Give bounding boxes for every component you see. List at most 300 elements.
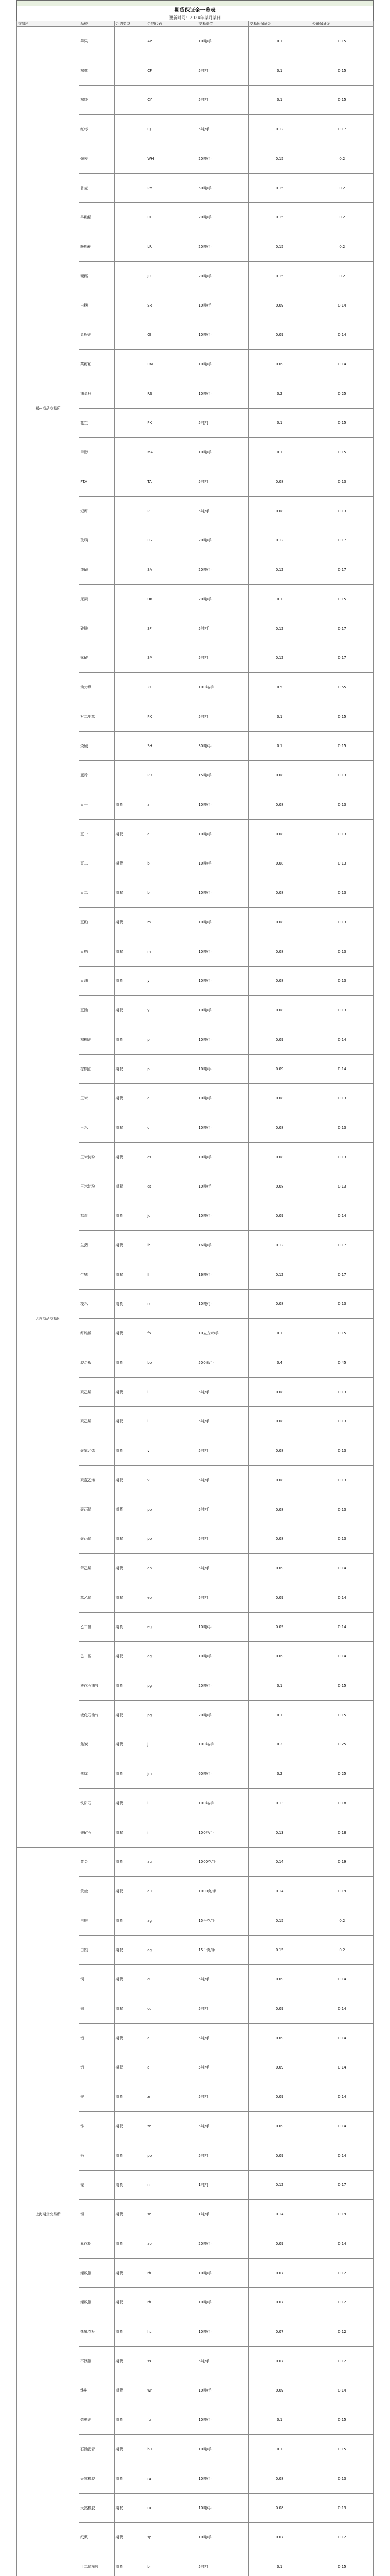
header-product: 品种 bbox=[79, 21, 114, 27]
trade-unit-cell: 10吨/手 bbox=[197, 878, 248, 908]
trade-unit-cell: 1000克/手 bbox=[197, 1848, 248, 1877]
exchange-margin-cell: 0.08 bbox=[248, 761, 311, 790]
trade-unit-cell: 5吨/手 bbox=[197, 2347, 248, 2376]
exchange-margin-cell: 0.15 bbox=[248, 1936, 311, 1965]
trade-unit-cell: 5吨/手 bbox=[197, 56, 248, 86]
contract-code-cell: a bbox=[146, 820, 197, 849]
product-cell: 玉米淀粉 bbox=[79, 1143, 114, 1172]
company-margin-cell: 0.2 bbox=[311, 262, 373, 291]
trade-unit-cell: 10吨/手 bbox=[197, 2405, 248, 2435]
contract-code-cell: eg bbox=[146, 1613, 197, 1642]
trade-unit-cell: 5吨/手 bbox=[197, 1466, 248, 1495]
contract-code-cell: pb bbox=[146, 2141, 197, 2171]
company-margin-cell: 0.14 bbox=[311, 2112, 373, 2141]
exchange-margin-cell: 0.1 bbox=[248, 56, 311, 86]
exchange-margin-cell: 0.15 bbox=[248, 144, 311, 174]
company-margin-cell: 0.12 bbox=[311, 2347, 373, 2376]
trade-unit-cell: 5吨/手 bbox=[197, 1994, 248, 2024]
company-margin-cell: 0.2 bbox=[311, 232, 373, 262]
trade-unit-cell: 5吨/手 bbox=[197, 614, 248, 643]
company-margin-cell: 0.13 bbox=[311, 1524, 373, 1554]
company-margin-cell: 0.14 bbox=[311, 2082, 373, 2112]
contract-code-cell: b bbox=[146, 849, 197, 878]
product-cell: 铜 bbox=[79, 1965, 114, 1994]
company-margin-cell: 0.12 bbox=[311, 2317, 373, 2347]
exchange-margin-cell: 0.4 bbox=[248, 1348, 311, 1378]
contract-type-cell bbox=[114, 732, 146, 761]
company-margin-cell: 0.14 bbox=[311, 1201, 373, 1231]
product-cell: 纸浆 bbox=[79, 2523, 114, 2552]
company-margin-cell: 0.13 bbox=[311, 908, 373, 937]
trade-unit-cell: 20吨/手 bbox=[197, 2229, 248, 2259]
company-margin-cell: 0.14 bbox=[311, 320, 373, 350]
contract-code-cell: pp bbox=[146, 1495, 197, 1524]
company-margin-cell: 0.17 bbox=[311, 2171, 373, 2200]
contract-type-cell: 期权 bbox=[114, 1936, 146, 1965]
contract-code-cell: au bbox=[146, 1877, 197, 1906]
exchange-margin-cell: 0.09 bbox=[248, 2141, 311, 2171]
contract-type-cell: 期货 bbox=[114, 2024, 146, 2053]
trade-unit-cell: 10吨/手 bbox=[197, 1143, 248, 1172]
contract-code-cell: RM bbox=[146, 350, 197, 379]
contract-code-cell: PK bbox=[146, 409, 197, 438]
contract-type-cell: 期货 bbox=[114, 1906, 146, 1936]
exchange-margin-cell: 0.09 bbox=[248, 2053, 311, 2082]
header-unit: 交易单位 bbox=[197, 21, 248, 27]
company-margin-cell: 0.12 bbox=[311, 2288, 373, 2317]
contract-code-cell: rb bbox=[146, 2259, 197, 2288]
exchange-margin-cell: 0.07 bbox=[248, 2259, 311, 2288]
exchange-margin-cell: 0.09 bbox=[248, 1055, 311, 1084]
company-margin-cell: 0.25 bbox=[311, 1759, 373, 1789]
contract-type-cell: 期货 bbox=[114, 2523, 146, 2552]
trade-unit-cell: 10吨/手 bbox=[197, 820, 248, 849]
product-cell: 聚氯乙烯 bbox=[79, 1436, 114, 1466]
exchange-margin-cell: 0.13 bbox=[248, 1818, 311, 1848]
trade-unit-cell: 20吨/手 bbox=[197, 526, 248, 555]
header-exchange-margin: 交易所保证金 bbox=[248, 21, 311, 27]
contract-code-cell: sn bbox=[146, 2200, 197, 2229]
contract-type-cell: 期货 bbox=[114, 1613, 146, 1642]
contract-type-cell bbox=[114, 438, 146, 467]
company-margin-cell: 0.13 bbox=[311, 761, 373, 790]
product-cell: 粳米 bbox=[79, 1290, 114, 1319]
product-cell: 豆一 bbox=[79, 820, 114, 849]
exchange-margin-cell: 0.08 bbox=[248, 1172, 311, 1201]
margin-table bbox=[16, 21, 374, 2576]
product-cell: 天然橡胶 bbox=[79, 2464, 114, 2494]
contract-code-cell: lh bbox=[146, 1260, 197, 1290]
product-cell: 玉米 bbox=[79, 1113, 114, 1143]
product-cell: 豆粕 bbox=[79, 908, 114, 937]
trade-unit-cell: 100吨/手 bbox=[197, 673, 248, 702]
contract-code-cell: PF bbox=[146, 497, 197, 526]
company-margin-cell: 0.13 bbox=[311, 2494, 373, 2523]
exchange-margin-cell: 0.15 bbox=[248, 232, 311, 262]
header-code: 合约代码 bbox=[146, 21, 197, 27]
exchange-margin-cell: 0.1 bbox=[248, 1701, 311, 1730]
contract-type-cell bbox=[114, 702, 146, 732]
contract-code-cell: rb bbox=[146, 2288, 197, 2317]
contract-type-cell: 期货 bbox=[114, 1789, 146, 1818]
trade-unit-cell: 10吨/手 bbox=[197, 1290, 248, 1319]
product-cell: 黄金 bbox=[79, 1877, 114, 1906]
product-cell: 烧碱 bbox=[79, 732, 114, 761]
product-cell: 花生 bbox=[79, 409, 114, 438]
contract-code-cell: SH bbox=[146, 732, 197, 761]
exchange-margin-cell: 0.14 bbox=[248, 1848, 311, 1877]
company-margin-cell: 0.2 bbox=[311, 1936, 373, 1965]
contract-code-cell: OI bbox=[146, 320, 197, 350]
contract-type-cell bbox=[114, 555, 146, 585]
trade-unit-cell: 16吨/手 bbox=[197, 1260, 248, 1290]
header-exchange: 交易所 bbox=[17, 21, 79, 27]
contract-code-cell: RS bbox=[146, 379, 197, 409]
company-margin-cell: 0.15 bbox=[311, 27, 373, 56]
exchange-margin-cell: 0.13 bbox=[248, 1789, 311, 1818]
contract-type-cell: 期货 bbox=[114, 1554, 146, 1583]
company-margin-cell: 0.15 bbox=[311, 438, 373, 467]
trade-unit-cell: 10吨/手 bbox=[197, 1613, 248, 1642]
contract-code-cell: RI bbox=[146, 203, 197, 232]
trade-unit-cell: 1吨/手 bbox=[197, 2171, 248, 2200]
trade-unit-cell: 5吨/手 bbox=[197, 2141, 248, 2171]
contract-code-cell: ag bbox=[146, 1906, 197, 1936]
contract-type-cell: 期货 bbox=[114, 2464, 146, 2494]
company-margin-cell: 0.13 bbox=[311, 1290, 373, 1319]
contract-code-cell: v bbox=[146, 1466, 197, 1495]
contract-code-cell: pp bbox=[146, 1524, 197, 1554]
exchange-margin-cell: 0.08 bbox=[248, 790, 311, 820]
product-cell: 铁矿石 bbox=[79, 1789, 114, 1818]
contract-type-cell bbox=[114, 643, 146, 673]
company-margin-cell: 0.45 bbox=[311, 1348, 373, 1378]
trade-unit-cell: 20吨/手 bbox=[197, 1701, 248, 1730]
company-margin-cell: 0.55 bbox=[311, 673, 373, 702]
contract-type-cell: 期货 bbox=[114, 2552, 146, 2576]
trade-unit-cell: 20吨/手 bbox=[197, 144, 248, 174]
product-cell: 玻璃 bbox=[79, 526, 114, 555]
contract-type-cell: 期货 bbox=[114, 1319, 146, 1348]
contract-type-cell: 期货 bbox=[114, 2141, 146, 2171]
product-cell: 瓶片 bbox=[79, 761, 114, 790]
exchange-margin-cell: 0.08 bbox=[248, 1524, 311, 1554]
trade-unit-cell: 5吨/手 bbox=[197, 2112, 248, 2141]
exchange-margin-cell: 0.1 bbox=[248, 1671, 311, 1701]
trade-unit-cell: 5吨/手 bbox=[197, 2552, 248, 2576]
company-margin-cell: 0.15 bbox=[311, 2552, 373, 2576]
contract-code-cell: SA bbox=[146, 555, 197, 585]
product-cell: 晚籼稻 bbox=[79, 232, 114, 262]
contract-code-cell: c bbox=[146, 1084, 197, 1113]
product-cell: 豆粕 bbox=[79, 937, 114, 967]
contract-code-cell: pg bbox=[146, 1701, 197, 1730]
trade-unit-cell: 10吨/手 bbox=[197, 2494, 248, 2523]
contract-type-cell: 期货 bbox=[114, 1348, 146, 1378]
contract-code-cell: rr bbox=[146, 1290, 197, 1319]
exchange-margin-cell: 0.08 bbox=[248, 497, 311, 526]
contract-code-cell: m bbox=[146, 937, 197, 967]
exchange-margin-cell: 0.15 bbox=[248, 1906, 311, 1936]
trade-unit-cell: 10吨/手 bbox=[197, 2317, 248, 2347]
product-cell: 棉花 bbox=[79, 56, 114, 86]
contract-type-cell: 期货 bbox=[114, 849, 146, 878]
contract-type-cell: 期货 bbox=[114, 2229, 146, 2259]
contract-type-cell: 期货 bbox=[114, 1495, 146, 1524]
product-cell: 短纤 bbox=[79, 497, 114, 526]
contract-code-cell: i bbox=[146, 1789, 197, 1818]
exchange-margin-cell: 0.09 bbox=[248, 2082, 311, 2112]
exchange-cell: 大连商品交易所 bbox=[17, 790, 79, 1848]
company-margin-cell: 0.2 bbox=[311, 174, 373, 203]
exchange-margin-cell: 0.08 bbox=[248, 1407, 311, 1436]
trade-unit-cell: 5吨/手 bbox=[197, 2024, 248, 2053]
exchange-margin-cell: 0.15 bbox=[248, 174, 311, 203]
product-cell: 强麦 bbox=[79, 144, 114, 174]
exchange-margin-cell: 0.12 bbox=[248, 614, 311, 643]
contract-type-cell bbox=[114, 86, 146, 115]
company-margin-cell: 0.15 bbox=[311, 585, 373, 614]
trade-unit-cell: 10吨/手 bbox=[197, 1113, 248, 1143]
contract-code-cell: br bbox=[146, 2552, 197, 2576]
exchange-margin-cell: 0.12 bbox=[248, 643, 311, 673]
exchange-margin-cell: 0.08 bbox=[248, 2464, 311, 2494]
contract-type-cell: 期货 bbox=[114, 1290, 146, 1319]
trade-unit-cell: 20吨/手 bbox=[197, 1671, 248, 1701]
contract-type-cell: 期权 bbox=[114, 1260, 146, 1290]
trade-unit-cell: 10吨/手 bbox=[197, 320, 248, 350]
trade-unit-cell: 10吨/手 bbox=[197, 849, 248, 878]
contract-code-cell: eg bbox=[146, 1642, 197, 1671]
contract-type-cell: 期货 bbox=[114, 1201, 146, 1231]
contract-type-cell bbox=[114, 262, 146, 291]
contract-type-cell: 期货 bbox=[114, 1143, 146, 1172]
product-cell: 锡 bbox=[79, 2200, 114, 2229]
product-cell: 螺纹钢 bbox=[79, 2288, 114, 2317]
exchange-margin-cell: 0.15 bbox=[248, 203, 311, 232]
contract-code-cell: ni bbox=[146, 2171, 197, 2200]
company-margin-cell: 0.13 bbox=[311, 878, 373, 908]
product-cell: 丁二烯橡胶 bbox=[79, 2552, 114, 2576]
contract-code-cell: y bbox=[146, 996, 197, 1025]
exchange-margin-cell: 0.12 bbox=[248, 1231, 311, 1260]
contract-code-cell: eb bbox=[146, 1554, 197, 1583]
company-margin-cell: 0.2 bbox=[311, 1906, 373, 1936]
company-margin-cell: 0.15 bbox=[311, 1319, 373, 1348]
contract-code-cell: ag bbox=[146, 1936, 197, 1965]
exchange-margin-cell: 0.07 bbox=[248, 2347, 311, 2376]
trade-unit-cell: 5吨/手 bbox=[197, 1495, 248, 1524]
contract-code-cell: SF bbox=[146, 614, 197, 643]
contract-type-cell: 期权 bbox=[114, 2112, 146, 2141]
product-cell: 尿素 bbox=[79, 585, 114, 614]
exchange-margin-cell: 0.09 bbox=[248, 1994, 311, 2024]
contract-type-cell bbox=[114, 174, 146, 203]
exchange-margin-cell: 0.12 bbox=[248, 2171, 311, 2200]
exchange-margin-cell: 0.15 bbox=[248, 262, 311, 291]
exchange-margin-cell: 0.1 bbox=[248, 732, 311, 761]
product-cell: 豆油 bbox=[79, 996, 114, 1025]
trade-unit-cell: 500张/手 bbox=[197, 1348, 248, 1378]
exchange-margin-cell: 0.09 bbox=[248, 1554, 311, 1583]
product-cell: 镍 bbox=[79, 2171, 114, 2200]
contract-code-cell: UR bbox=[146, 585, 197, 614]
product-cell: 聚氯乙烯 bbox=[79, 1466, 114, 1495]
company-margin-cell: 0.25 bbox=[311, 379, 373, 409]
trade-unit-cell: 100吨/手 bbox=[197, 1730, 248, 1759]
contract-code-cell: TA bbox=[146, 467, 197, 497]
contract-type-cell bbox=[114, 56, 146, 86]
company-margin-cell: 0.14 bbox=[311, 1965, 373, 1994]
contract-type-cell bbox=[114, 320, 146, 350]
product-cell: 氧化铝 bbox=[79, 2229, 114, 2259]
exchange-margin-cell: 0.09 bbox=[248, 1642, 311, 1671]
contract-type-cell: 期权 bbox=[114, 1642, 146, 1671]
contract-type-cell: 期货 bbox=[114, 2405, 146, 2435]
company-margin-cell: 0.12 bbox=[311, 2523, 373, 2552]
trade-unit-cell: 15吨/手 bbox=[197, 761, 248, 790]
product-cell: 菜籽油 bbox=[79, 320, 114, 350]
product-cell: 油菜籽 bbox=[79, 379, 114, 409]
contract-code-cell: v bbox=[146, 1436, 197, 1466]
product-cell: 铝 bbox=[79, 2053, 114, 2082]
exchange-margin-cell: 0.5 bbox=[248, 673, 311, 702]
trade-unit-cell: 5吨/手 bbox=[197, 1436, 248, 1466]
trade-unit-cell: 20吨/手 bbox=[197, 555, 248, 585]
contract-code-cell: hc bbox=[146, 2317, 197, 2347]
exchange-margin-cell: 0.1 bbox=[248, 702, 311, 732]
trade-unit-cell: 5吨/手 bbox=[197, 1554, 248, 1583]
product-cell: 动力煤 bbox=[79, 673, 114, 702]
product-cell: 苹果 bbox=[79, 27, 114, 56]
contract-code-cell: cu bbox=[146, 1994, 197, 2024]
contract-type-cell: 期货 bbox=[114, 2200, 146, 2229]
product-cell: 乙二醇 bbox=[79, 1642, 114, 1671]
trade-unit-cell: 10吨/手 bbox=[197, 350, 248, 379]
contract-type-cell: 期货 bbox=[114, 2347, 146, 2376]
trade-unit-cell: 10吨/手 bbox=[197, 1084, 248, 1113]
contract-code-cell: cs bbox=[146, 1143, 197, 1172]
trade-unit-cell: 5吨/手 bbox=[197, 1378, 248, 1407]
company-margin-cell: 0.14 bbox=[311, 291, 373, 320]
trade-unit-cell: 10吨/手 bbox=[197, 2464, 248, 2494]
company-margin-cell: 0.15 bbox=[311, 732, 373, 761]
product-cell: 硅铁 bbox=[79, 614, 114, 643]
company-margin-cell: 0.18 bbox=[311, 1818, 373, 1848]
trade-unit-cell: 5吨/手 bbox=[197, 115, 248, 144]
contract-code-cell: FG bbox=[146, 526, 197, 555]
company-margin-cell: 0.13 bbox=[311, 467, 373, 497]
contract-code-cell: JR bbox=[146, 262, 197, 291]
trade-unit-cell: 10吨/手 bbox=[197, 2288, 248, 2317]
product-cell: 聚丙烯 bbox=[79, 1495, 114, 1524]
contract-type-cell bbox=[114, 614, 146, 643]
exchange-margin-cell: 0.09 bbox=[248, 350, 311, 379]
contract-type-cell: 期权 bbox=[114, 1877, 146, 1906]
exchange-margin-cell: 0.08 bbox=[248, 878, 311, 908]
trade-unit-cell: 60吨/手 bbox=[197, 1759, 248, 1789]
exchange-margin-cell: 0.09 bbox=[248, 2229, 311, 2259]
exchange-margin-cell: 0.08 bbox=[248, 937, 311, 967]
trade-unit-cell: 10吨/手 bbox=[197, 2376, 248, 2405]
company-margin-cell: 0.15 bbox=[311, 2435, 373, 2464]
margin-sheet bbox=[16, 0, 374, 2576]
contract-type-cell: 期权 bbox=[114, 2053, 146, 2082]
contract-code-cell: p bbox=[146, 1025, 197, 1055]
trade-unit-cell: 15千克/手 bbox=[197, 1906, 248, 1936]
exchange-margin-cell: 0.1 bbox=[248, 27, 311, 56]
contract-type-cell bbox=[114, 350, 146, 379]
product-cell: 乙二醇 bbox=[79, 1613, 114, 1642]
contract-code-cell: i bbox=[146, 1818, 197, 1848]
contract-code-cell: PM bbox=[146, 174, 197, 203]
exchange-margin-cell: 0.08 bbox=[248, 820, 311, 849]
company-margin-cell: 0.17 bbox=[311, 1260, 373, 1290]
trade-unit-cell: 10吨/手 bbox=[197, 27, 248, 56]
product-cell: 白银 bbox=[79, 1906, 114, 1936]
trade-unit-cell: 10吨/手 bbox=[197, 438, 248, 467]
trade-unit-cell: 5吨/手 bbox=[197, 1407, 248, 1436]
product-cell: 燃料油 bbox=[79, 2405, 114, 2435]
product-cell: 粳稻 bbox=[79, 262, 114, 291]
exchange-margin-cell: 0.1 bbox=[248, 585, 311, 614]
contract-type-cell bbox=[114, 27, 146, 56]
contract-type-cell: 期货 bbox=[114, 1231, 146, 1260]
contract-type-cell bbox=[114, 526, 146, 555]
contract-code-cell: ru bbox=[146, 2464, 197, 2494]
contract-code-cell: ss bbox=[146, 2347, 197, 2376]
exchange-margin-cell: 0.2 bbox=[248, 379, 311, 409]
exchange-margin-cell: 0.08 bbox=[248, 1143, 311, 1172]
product-cell: 液化石油气 bbox=[79, 1671, 114, 1701]
trade-unit-cell: 50吨/手 bbox=[197, 174, 248, 203]
contract-code-cell: l bbox=[146, 1407, 197, 1436]
company-margin-cell: 0.13 bbox=[311, 820, 373, 849]
contract-code-cell: sp bbox=[146, 2523, 197, 2552]
contract-code-cell: jd bbox=[146, 1201, 197, 1231]
header-type: 合约类型 bbox=[114, 21, 146, 27]
exchange-margin-cell: 0.07 bbox=[248, 2523, 311, 2552]
product-cell: 红枣 bbox=[79, 115, 114, 144]
contract-code-cell: ao bbox=[146, 2229, 197, 2259]
contract-code-cell: c bbox=[146, 1113, 197, 1143]
exchange-margin-cell: 0.08 bbox=[248, 1378, 311, 1407]
product-cell: 黄金 bbox=[79, 1848, 114, 1877]
company-margin-cell: 0.14 bbox=[311, 1554, 373, 1583]
contract-code-cell: CJ bbox=[146, 115, 197, 144]
trade-unit-cell: 10吨/手 bbox=[197, 996, 248, 1025]
contract-type-cell: 期货 bbox=[114, 1084, 146, 1113]
company-margin-cell: 0.13 bbox=[311, 937, 373, 967]
trade-unit-cell: 10吨/手 bbox=[197, 2523, 248, 2552]
company-margin-cell: 0.15 bbox=[311, 409, 373, 438]
company-margin-cell: 0.17 bbox=[311, 555, 373, 585]
trade-unit-cell: 5吨/手 bbox=[197, 497, 248, 526]
product-cell: 不锈钢 bbox=[79, 2347, 114, 2376]
company-margin-cell: 0.14 bbox=[311, 1583, 373, 1613]
company-margin-cell: 0.13 bbox=[311, 790, 373, 820]
contract-code-cell: au bbox=[146, 1848, 197, 1877]
table-row bbox=[17, 790, 374, 820]
company-margin-cell: 0.25 bbox=[311, 1730, 373, 1759]
company-margin-cell: 0.14 bbox=[311, 1055, 373, 1084]
product-cell: 铜 bbox=[79, 1994, 114, 2024]
product-cell: 锌 bbox=[79, 2082, 114, 2112]
contract-code-cell: LR bbox=[146, 232, 197, 262]
trade-unit-cell: 5吨/手 bbox=[197, 2082, 248, 2112]
company-margin-cell: 0.17 bbox=[311, 526, 373, 555]
company-margin-cell: 0.17 bbox=[311, 614, 373, 643]
